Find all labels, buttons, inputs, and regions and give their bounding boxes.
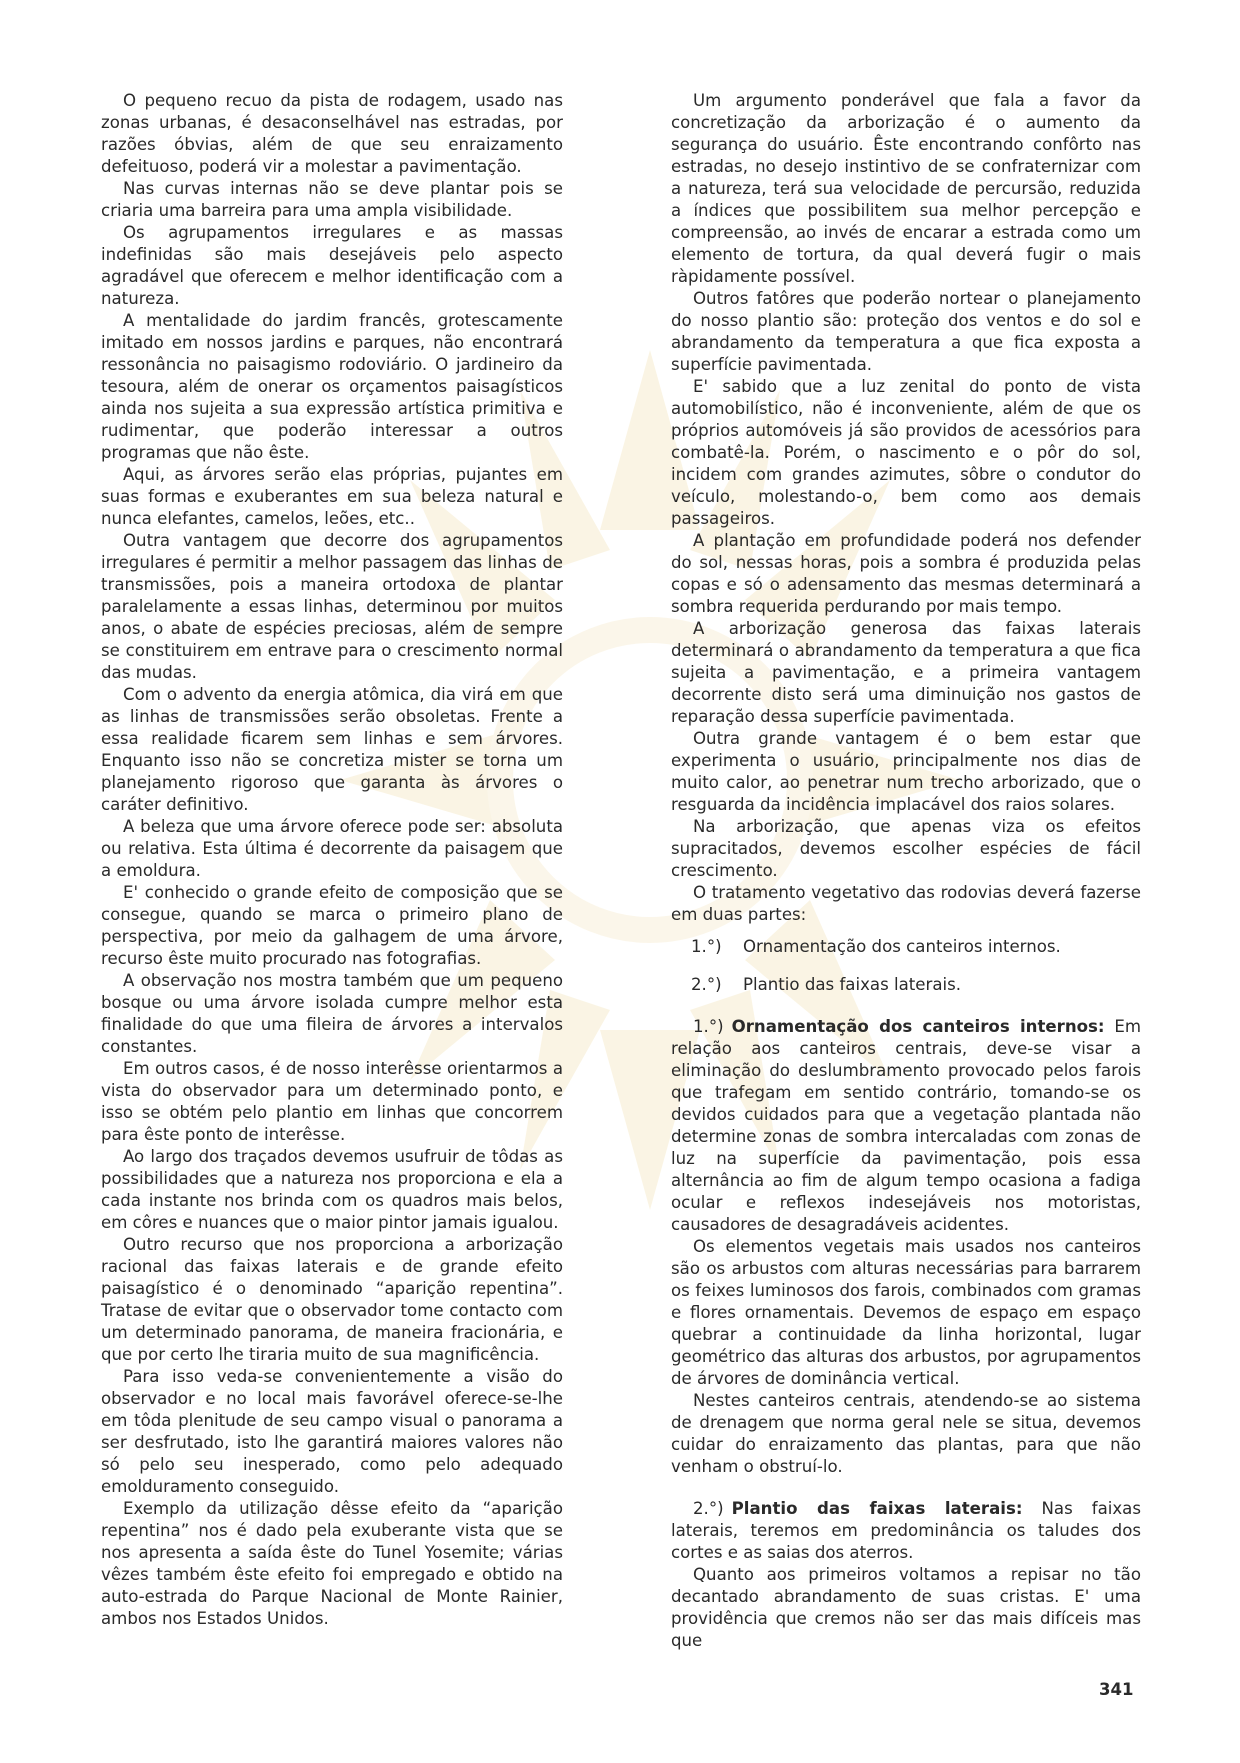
list-item-number: 1.°) bbox=[691, 937, 722, 956]
paragraph: Quanto aos primeiros voltamos a repisar no tão decantado abrandamento de suas cristas. E' uma providência que cremos não ser das mais difíceis mas que bbox=[671, 1565, 1141, 1650]
list-item-number: 2.°) bbox=[691, 975, 722, 994]
paragraph: Aqui, as árvores serão elas próprias, pujantes em suas formas e exuberantes em sua beleza natural e nunca elefantes, camelos, leões, etc.. bbox=[101, 465, 563, 528]
paragraph: A plantação em profundidade poderá nos defender do sol, nessas horas, pois a sombra é produzida pelas copas e só o adensamento das mesmas determinará a sombra requerida perdurando por mais tempo. bbox=[671, 531, 1141, 616]
paragraph: Nestes canteiros centrais, atendendo-se ao sistema de drenagem que norma geral nele se situa, devemos cuidar do enraizamento das plantas, para que não venham o obstruí-lo. bbox=[671, 1391, 1141, 1476]
section-2-paragraph bbox=[671, 1498, 1141, 1564]
paragraph: A arborização generosa das faixas laterais determinará o abrandamento da temperatura a que fica sujeita a pavimentação, e a primeira vantagem decorrente disto será uma diminuição nos gastos de reparação dessa superfície pavimentada. bbox=[671, 619, 1141, 726]
paragraph: O pequeno recuo da pista de rodagem, usado nas zonas urbanas, é desaconselhável nas estradas, por razões óbvias, além de que seu enraizamento defeituoso, poderá vir a molestar a pavimentação. bbox=[101, 91, 563, 176]
section-1-number: 1.°) bbox=[693, 1017, 724, 1036]
paragraph: A observação nos mostra também que um pequeno bosque ou uma árvore isolada cumpre melhor esta finalidade do que uma fileira de árvores a intervalos constantes. bbox=[101, 971, 563, 1056]
paragraph: E' conhecido o grande efeito de composição que se consegue, quando se marca o primeiro plano de perspectiva, por meio da galhagem de uma árvore, recurso êste muito procurado nas fotografias. bbox=[101, 883, 563, 968]
section-1-heading: Ornamentação dos canteiros internos: bbox=[731, 1017, 1105, 1036]
section-1-paragraph bbox=[671, 1016, 1141, 1236]
paragraph: Outro recurso que nos proporciona a arborização racional das faixas laterais e de grande efeito paisagístico é o denominado “aparição repentina”. Tratase de evitar que o observador tome contacto com um determinado panorama, de maneira fracionária, e que por certo lhe tiraria muito de sua magnificência. bbox=[101, 1235, 563, 1364]
paragraph: Outra grande vantagem é o bem estar que experimenta o usuário, principalmente nos dias de muito calor, ao penetrar num trecho arborizado, que o resguarda da incidência implacável dos raios solares. bbox=[671, 729, 1141, 814]
section-2-number: 2.°) bbox=[693, 1499, 724, 1518]
section-2-text: Nas faixas laterais, teremos em predominância os taludes dos cortes e as saias dos aterros. bbox=[671, 1499, 1141, 1562]
paragraph: Para isso veda-se convenientemente a visão do observador e no local mais favorável oferece-se-lhe em tôda plenitude de seu campo visual o panorama a ser desfrutado, isto lhe garantirá maiores valores não só pelo seu inesperado, como pelo adequado emolduramento conseguido. bbox=[101, 1367, 563, 1496]
paragraph: Na arborização, que apenas viza os efeitos supracitados, devemos escolher espécies de fácil crescimento. bbox=[671, 817, 1141, 880]
paragraph: Outra vantagem que decorre dos agrupamentos irregulares é permitir a melhor passagem das linhas de transmissões, pois a maneira ortodoxa de plantar paralelamente a essas linhas, determinou por muitos anos, o abate de espécies preciosas, além de sempre se constituirem em entrave para o crescimento normal das mudas. bbox=[101, 531, 563, 682]
list-item bbox=[671, 974, 1141, 996]
right-column bbox=[671, 90, 1141, 1652]
list-item bbox=[671, 936, 1141, 958]
paragraph: Ao largo dos traçados devemos usufruir de tôdas as possibilidades que a natureza nos proporciona e ela a cada instante nos brinda com os quadros mais belos, em côres e nuances que o maior pintor jamais igualou. bbox=[101, 1147, 563, 1232]
section-1-text: Em relação aos canteiros centrais, deve-se visar a eliminação do deslumbramento provocado pelos farois que trafegam em sentido contrário, tomando-se os devidos cuidados para que a vegetação plantada não determine zonas de sombra intercaladas com zonas de luz na superfície da pavimentação, pois essa alternância ao fim de algum tempo ocasiona a fadiga ocular e reflexos indesejáveis nos motoristas, causadores de desagradáveis acidentes. bbox=[671, 1017, 1141, 1234]
paragraph: Em outros casos, é de nosso interêsse orientarmos a vista do observador para um determinado ponto, e isso se obtém pelo plantio em linhas que concorrem para êste ponto de interêsse. bbox=[101, 1059, 563, 1144]
list-item-text: Ornamentação dos canteiros internos. bbox=[743, 937, 1061, 956]
paragraph: E' sabido que a luz zenital do ponto de vista automobilístico, não é inconveniente, além de que os próprios automóveis já são providos de acessórios para combatê-la. Porém, o nascimento e o pôr do sol, incidem com grandes azimutes, sôbre o condutor do veículo, molestando-o, bem como aos demais passageiros. bbox=[671, 377, 1141, 528]
paragraph: Exemplo da utilização dêsse efeito da “aparição repentina” nos é dado pela exuberante vista que se nos apresenta a saída êste do Tunel Yosemite; várias vêzes também êste efeito foi empregado e obtido na auto-estrada do Parque Nacional de Monte Rainier, ambos nos Estados Unidos. bbox=[101, 1499, 563, 1628]
paragraph: Os agrupamentos irregulares e as massas indefinidas são mais desejáveis pelo aspecto agradável que oferecem e melhor identificação com a natureza. bbox=[101, 223, 563, 308]
left-column bbox=[101, 90, 563, 1630]
page-number: 341 bbox=[1099, 1680, 1134, 1699]
section-2-heading: Plantio das faixas laterais: bbox=[731, 1499, 1023, 1518]
paragraph: O tratamento vegetativo das rodovias deverá fazerse em duas partes: bbox=[671, 883, 1141, 924]
list-item-text: Plantio das faixas laterais. bbox=[743, 975, 962, 994]
paragraph: Com o advento da energia atômica, dia virá em que as linhas de transmissões serão obsoletas. Frente a essa realidade ficarem sem linhas e sem árvores. Enquanto isso não se concretiza mister se torna um planejamento rigoroso que garanta às árvores o caráter definitivo. bbox=[101, 685, 563, 814]
paragraph: A beleza que uma árvore oferece pode ser: absoluta ou relativa. Esta última é decorrente da paisagem que a emoldura. bbox=[101, 817, 563, 880]
paragraph: Um argumento ponderável que fala a favor da concretização da arborização é o aumento da segurança do usuário. Êste encontrando confôrto nas estradas, no desejo instintivo de se confraternizar com a natureza, terá sua velocidade de percursão, reduzida a índices que possibilitem sua melhor percepção e compreensão, ao invés de encarar a estrada como um elemento de tortura, da qual deverá fugir o mais ràpidamente possível. bbox=[671, 91, 1141, 286]
paragraph: Nas curvas internas não se deve plantar pois se criaria uma barreira para uma ampla visibilidade. bbox=[101, 179, 563, 220]
paragraph: Os elementos vegetais mais usados nos canteiros são os arbustos com alturas necessárias para barrarem os feixes luminosos dos farois, combinados com gramas e flores ornamentais. Devemos de espaço em espaço quebrar a continuidade da linha horizontal, lugar geométrico das alturas dos arbustos, por agrupamentos de árvores de dominância vertical. bbox=[671, 1237, 1141, 1388]
paragraph: A mentalidade do jardim francês, grotescamente imitado em nossos jardins e parques, não encontrará ressonância no paisagismo rodoviário. O jardineiro da tesoura, além de onerar os orçamentos paisagísticos ainda nos sujeita a sua expressão artística primitiva e rudimentar, que poderão interessar a outros programas que não êste. bbox=[101, 311, 563, 462]
paragraph: Outros fatôres que poderão nortear o planejamento do nosso plantio são: proteção dos ventos e do sol e abrandamento da temperatura a que fica exposta a superfície pavimentada. bbox=[671, 289, 1141, 374]
